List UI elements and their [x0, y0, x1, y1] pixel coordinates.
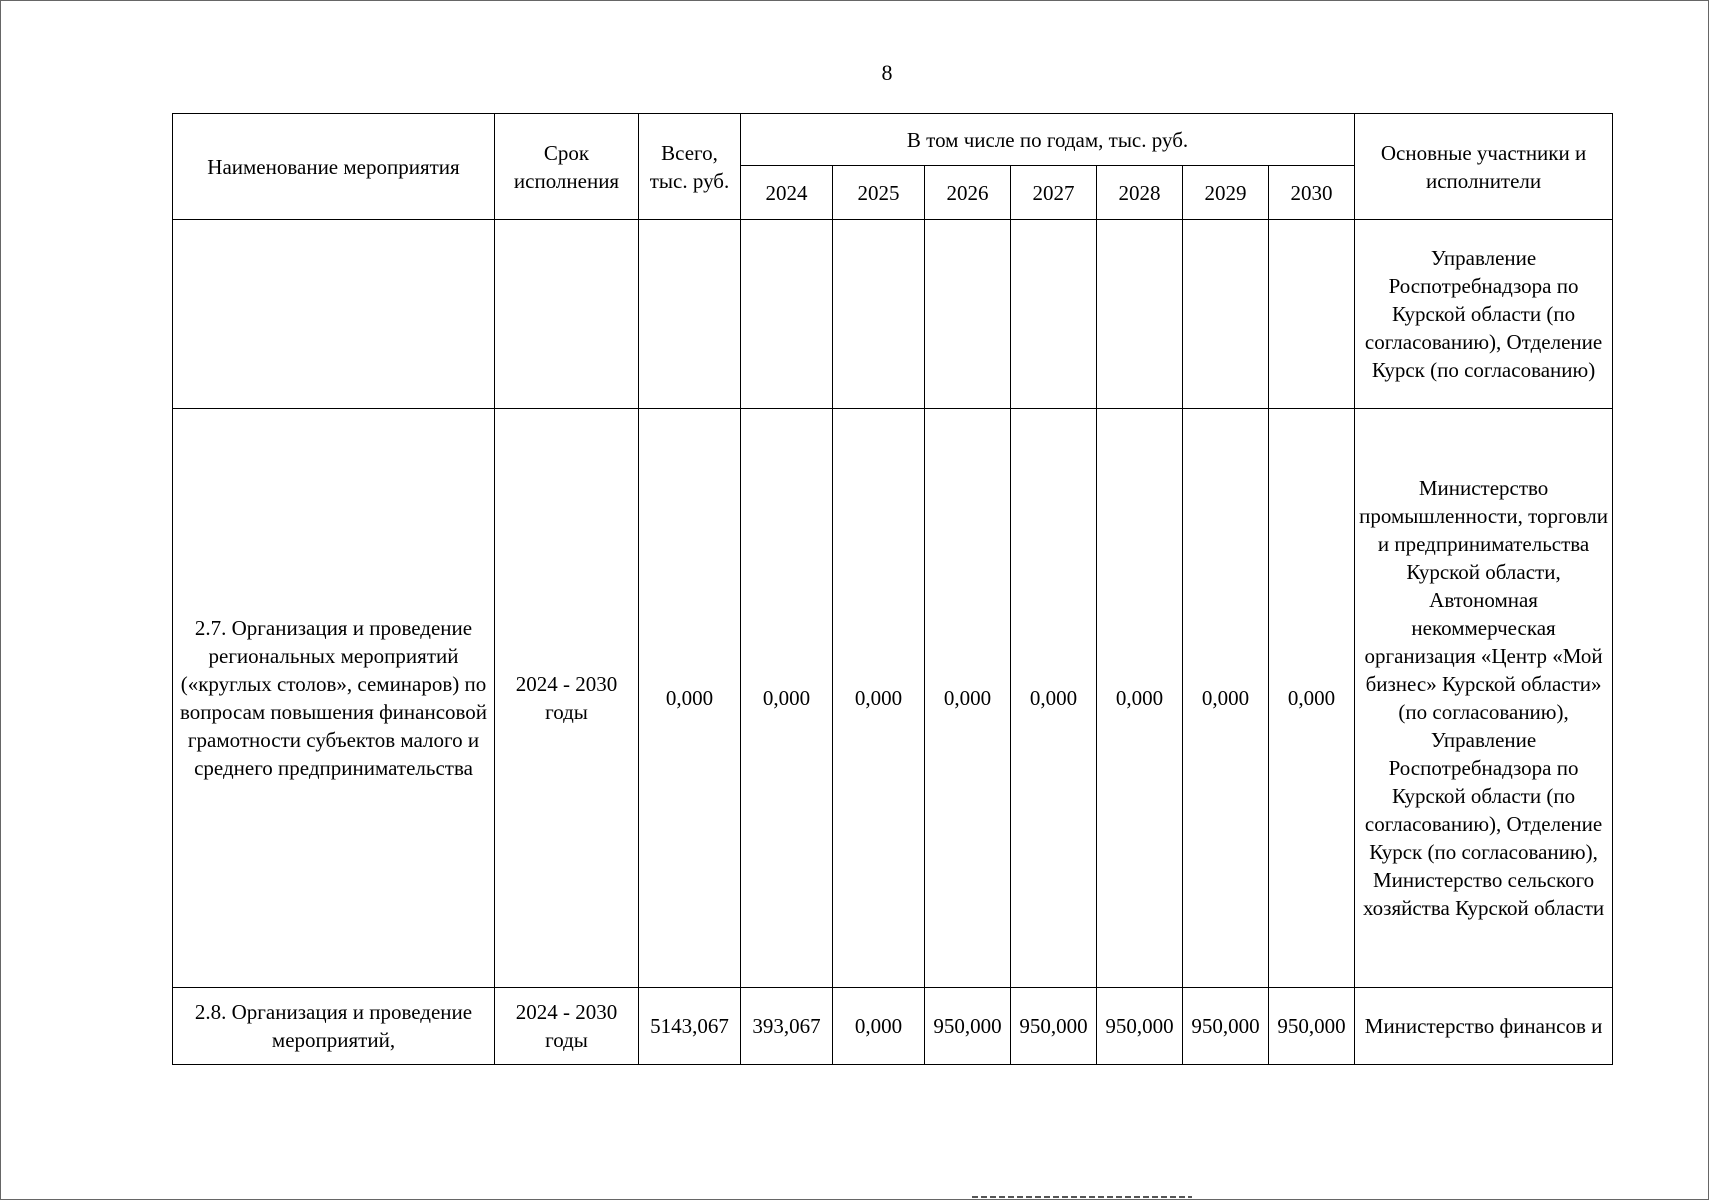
cell-year: 393,067: [741, 988, 833, 1065]
cell-year: [925, 220, 1011, 409]
header-year: 2025: [833, 166, 925, 220]
cell-year: [741, 220, 833, 409]
cell-year: 0,000: [833, 409, 925, 988]
cell-total: [639, 220, 741, 409]
header-year: 2029: [1183, 166, 1269, 220]
cell-participants: Министерство финансов и: [1355, 988, 1613, 1065]
cell-year: 950,000: [1097, 988, 1183, 1065]
table-row: [173, 409, 1613, 988]
cell-participants: Управление Роспотребнадзора по Курской области (по согласованию), Отделение Курск (по согласованию): [1355, 220, 1613, 409]
cell-year: 0,000: [1269, 409, 1355, 988]
cell-year: 950,000: [1269, 988, 1355, 1065]
cell-total: 5143,067: [639, 988, 741, 1065]
cell-term: 2024 - 2030 годы: [495, 409, 639, 988]
header-year: 2026: [925, 166, 1011, 220]
cell-term: [495, 220, 639, 409]
cell-year: [1183, 220, 1269, 409]
header-total: Всего, тыс. руб.: [639, 114, 741, 220]
cell-year: 950,000: [1183, 988, 1269, 1065]
header-participants: Основные участники и исполнители: [1355, 114, 1613, 220]
page-number: 8: [881, 60, 893, 85]
header-by-years: В том числе по годам, тыс. руб.: [741, 114, 1355, 166]
header-year: 2027: [1011, 166, 1097, 220]
activities-table: [172, 113, 1613, 1065]
cell-year: 0,000: [741, 409, 833, 988]
header-year: 2028: [1097, 166, 1183, 220]
cell-year: 950,000: [1011, 988, 1097, 1065]
table-row: [173, 988, 1613, 1065]
header-name: Наименование мероприятия: [173, 114, 495, 220]
cell-year: [1011, 220, 1097, 409]
cell-year: [1097, 220, 1183, 409]
table-header-row: [173, 114, 1613, 166]
header-year: 2024: [741, 166, 833, 220]
header-year: 2030: [1269, 166, 1355, 220]
scan-artifact-line: [972, 1196, 1192, 1198]
cell-name: 2.8. Организация и проведение мероприятий,: [173, 988, 495, 1065]
table-row: [173, 220, 1613, 409]
cell-year: 0,000: [1183, 409, 1269, 988]
header-term: Срок исполнения: [495, 114, 639, 220]
cell-year: 0,000: [833, 988, 925, 1065]
cell-year: 950,000: [925, 988, 1011, 1065]
cell-term: 2024 - 2030 годы: [495, 988, 639, 1065]
cell-name: [173, 220, 495, 409]
cell-name: 2.7. Организация и проведение региональных мероприятий («круглых столов», семинаров) по вопросам повышения финансовой грамотности субъектов малого и среднего предпринимательства: [173, 409, 495, 988]
cell-year: [833, 220, 925, 409]
cell-year: [1269, 220, 1355, 409]
cell-year: 0,000: [925, 409, 1011, 988]
cell-total: 0,000: [639, 409, 741, 988]
cell-year: 0,000: [1011, 409, 1097, 988]
cell-year: 0,000: [1097, 409, 1183, 988]
cell-participants: Министерство промышленности, торговли и предпринимательства Курской области, Автономная некоммерческая организация «Центр «Мой бизнес» Курской области» (по согласованию), Управление Роспотребнадзора по Курской области (по согласованию), Отделение Курск (по согласованию), Министерство сельского хозяйства Курской области: [1355, 409, 1613, 988]
